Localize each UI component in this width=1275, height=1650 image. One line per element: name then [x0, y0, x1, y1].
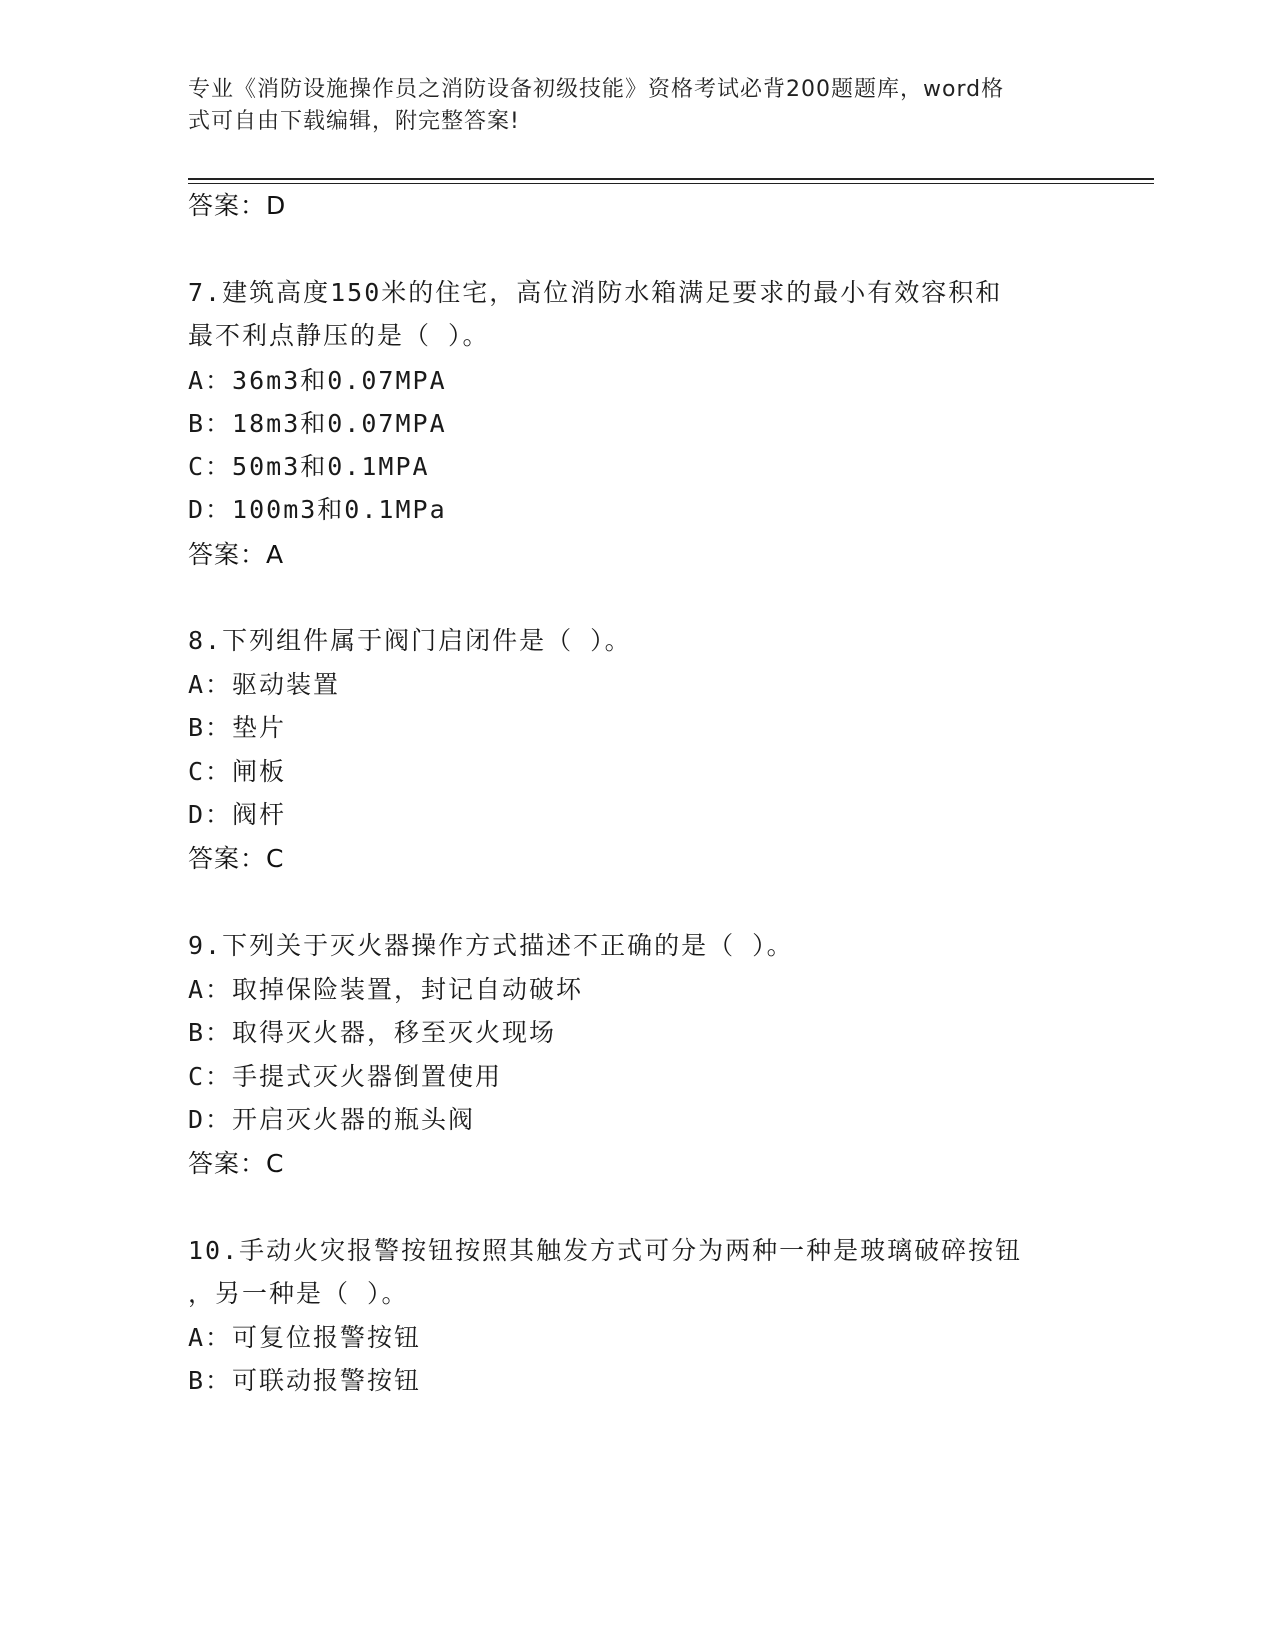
question-9-option-b: B：取得灭火器，移至灭火现场: [188, 1018, 557, 1047]
question-10-option-b: B：可联动报警按钮: [188, 1366, 422, 1395]
question-8-option-a: A：驱动装置: [188, 670, 341, 699]
question-8-stem: 8.下列组件属于阀门启闭件是（ ）。: [188, 626, 632, 655]
question-7-stem: 7.建筑高度150米的住宅，高位消防水箱满足要求的最小有效容积和: [188, 278, 1003, 307]
question-10-stem-cont: ，另一种是（ ）。: [188, 1279, 409, 1308]
question-7-stem-cont: 最不利点静压的是（ ）。: [188, 321, 490, 350]
question-7-option-b: B：18m3和0.07MPA: [188, 409, 447, 438]
question-9-option-c: C：手提式灭火器倒置使用: [188, 1062, 503, 1091]
question-9-answer: 答案：C: [188, 1149, 285, 1178]
question-7-option-c: C：50m3和0.1MPA: [188, 452, 430, 481]
answer-line: 答案：D: [188, 191, 287, 220]
question-8-option-d: D：阀杆: [188, 800, 287, 829]
header-divider-thick: [188, 178, 1154, 180]
question-8-answer: 答案：C: [188, 844, 285, 873]
question-7-option-a: A：36m3和0.07MPA: [188, 366, 447, 395]
question-8-option-c: C：闸板: [188, 757, 287, 786]
header-divider-thin: [188, 183, 1154, 184]
question-10-stem: 10.手动火灾报警按钮按照其触发方式可分为两种一种是玻璃破碎按钮: [188, 1236, 1023, 1265]
header-line-2: 式可自由下载编辑，附完整答案!: [188, 109, 520, 134]
question-7-option-d: D：100m3和0.1MPa: [188, 495, 447, 524]
question-7-answer: 答案：A: [188, 540, 285, 569]
question-9-option-d: D：开启灭火器的瓶头阀: [188, 1105, 476, 1134]
question-10-option-a: A：可复位报警按钮: [188, 1323, 422, 1352]
question-8-option-b: B：垫片: [188, 713, 287, 742]
question-9-option-a: A：取掉保险装置，封记自动破坏: [188, 975, 584, 1004]
header-line-1: 专业《消防设施操作员之消防设备初级技能》资格考试必背200题题库，word格: [188, 77, 1005, 102]
document-header: [188, 74, 1068, 138]
question-9-stem: 9.下列关于灭火器操作方式描述不正确的是（ ）。: [188, 931, 794, 960]
